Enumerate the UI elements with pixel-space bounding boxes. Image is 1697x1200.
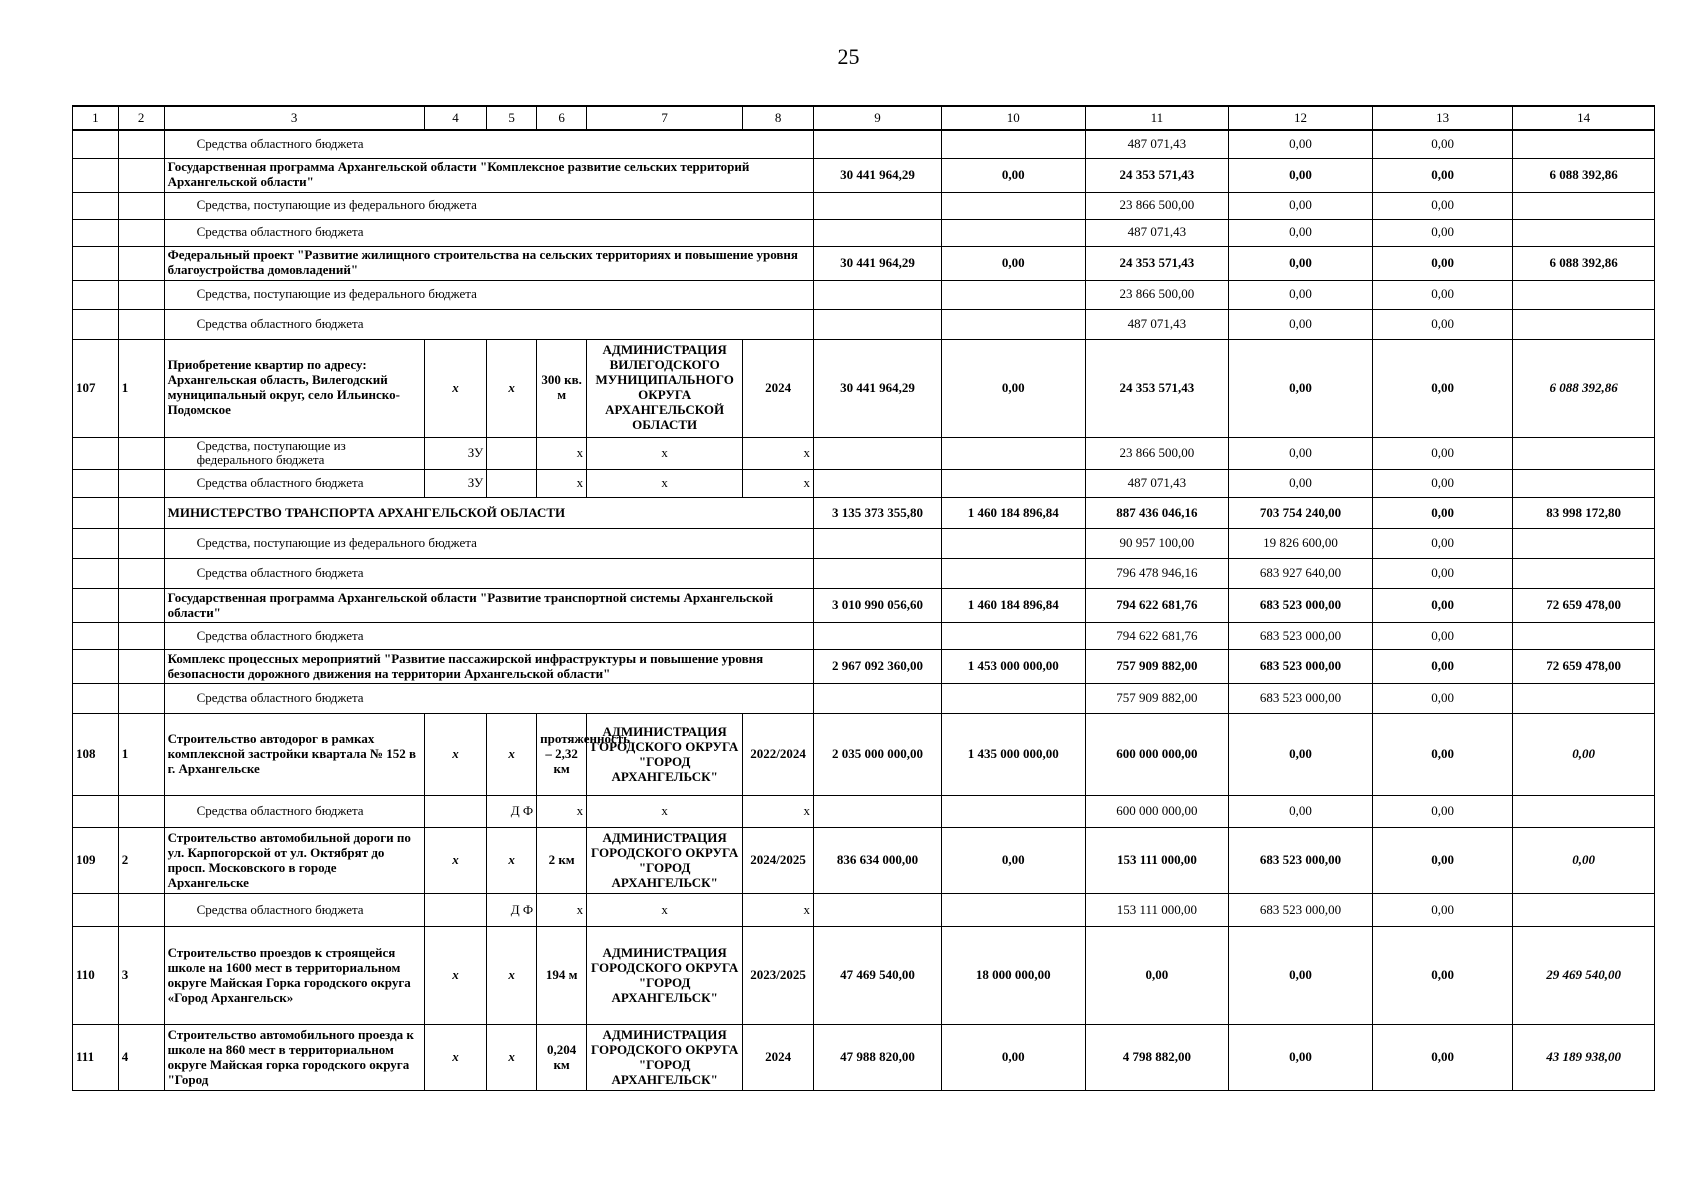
amount-c10 xyxy=(941,219,1085,246)
amount-c10: 0,00 xyxy=(941,158,1085,192)
amount-c12: 683 523 000,00 xyxy=(1229,623,1373,650)
sub-number-cell: 1 xyxy=(118,339,164,437)
amount-c9 xyxy=(813,684,941,714)
amount-c14 xyxy=(1513,280,1655,309)
amount-c9 xyxy=(813,309,941,339)
header-row xyxy=(73,106,1655,130)
amount-c13: 0,00 xyxy=(1372,650,1513,684)
row-label: Средства, поступающие из федерального бюджета xyxy=(164,529,813,559)
amount-c11: 90 957 100,00 xyxy=(1085,529,1229,559)
amount-c10 xyxy=(941,437,1085,470)
row-number-cell xyxy=(73,684,119,714)
amount-c14: 29 469 540,00 xyxy=(1513,927,1655,1025)
col5-cell xyxy=(487,437,537,470)
amount-c11: 0,00 xyxy=(1085,927,1229,1025)
amount-c13: 0,00 xyxy=(1372,498,1513,529)
row-label: Средства областного бюджета xyxy=(164,559,813,589)
amount-c9: 836 634 000,00 xyxy=(813,828,941,894)
sub-number-cell xyxy=(118,623,164,650)
amount-c12: 683 523 000,00 xyxy=(1229,589,1373,623)
amount-c11: 794 622 681,76 xyxy=(1085,589,1229,623)
amount-c10 xyxy=(941,130,1085,158)
sub-number-cell: 2 xyxy=(118,828,164,894)
amount-c10: 0,00 xyxy=(941,246,1085,280)
table-row-sub xyxy=(73,309,1655,339)
amount-c11: 24 353 571,43 xyxy=(1085,246,1229,280)
amount-c13: 0,00 xyxy=(1372,130,1513,158)
amount-c12: 0,00 xyxy=(1229,796,1373,828)
amount-c10 xyxy=(941,559,1085,589)
amount-c9: 47 469 540,00 xyxy=(813,927,941,1025)
amount-c14 xyxy=(1513,559,1655,589)
row-label: Средства областного бюджета xyxy=(164,796,424,828)
amount-c13: 0,00 xyxy=(1372,623,1513,650)
sub-number-cell xyxy=(118,589,164,623)
amount-c11: 23 866 500,00 xyxy=(1085,192,1229,219)
amount-c12: 0,00 xyxy=(1229,246,1373,280)
amount-c10: 1 460 184 896,84 xyxy=(941,589,1085,623)
amount-c10 xyxy=(941,280,1085,309)
capacity-cell: x xyxy=(537,470,587,498)
capacity-cell: x xyxy=(537,437,587,470)
table-row-sub xyxy=(73,219,1655,246)
amount-c14 xyxy=(1513,796,1655,828)
amount-c12: 0,00 xyxy=(1229,309,1373,339)
amount-c14: 0,00 xyxy=(1513,714,1655,796)
sub-number-cell xyxy=(118,559,164,589)
amount-c14: 72 659 478,00 xyxy=(1513,650,1655,684)
amount-c14 xyxy=(1513,684,1655,714)
column-header: 5 xyxy=(487,106,537,130)
row-number-cell xyxy=(73,559,119,589)
amount-c13: 0,00 xyxy=(1372,559,1513,589)
period-cell: 2024 xyxy=(743,339,814,437)
row-number-cell xyxy=(73,589,119,623)
row-label: Средства областного бюджета xyxy=(164,470,424,498)
customer-cell: x xyxy=(587,894,743,927)
col5-cell: Д Ф xyxy=(487,796,537,828)
row-label: Федеральный проект "Развитие жилищного строительства на сельских территориях и повышение уровня благоустройства домовладений" xyxy=(164,246,813,280)
amount-c10: 0,00 xyxy=(941,1025,1085,1091)
col4-cell: ЗУ xyxy=(424,470,486,498)
amount-c13: 0,00 xyxy=(1372,1025,1513,1091)
object-name: Строительство автодорог в рамках комплексной застройки квартала № 152 в г. Архангельске xyxy=(164,714,424,796)
column-header: 10 xyxy=(941,106,1085,130)
amount-c13: 0,00 xyxy=(1372,684,1513,714)
object-name: Приобретение квартир по адресу: Архангельская область, Вилегодский муниципальный округ, село Ильинско-Подомское xyxy=(164,339,424,437)
customer-cell: АДМИНИСТРАЦИЯ ВИЛЕГОДСКОГО МУНИЦИПАЛЬНОГО ОКРУГА АРХАНГЕЛЬСКОЙ ОБЛАСТИ xyxy=(587,339,743,437)
amount-c13: 0,00 xyxy=(1372,796,1513,828)
amount-c11: 23 866 500,00 xyxy=(1085,437,1229,470)
amount-c12: 0,00 xyxy=(1229,219,1373,246)
amount-c9: 30 441 964,29 xyxy=(813,246,941,280)
amount-c14 xyxy=(1513,309,1655,339)
amount-c10: 18 000 000,00 xyxy=(941,927,1085,1025)
amount-c11: 487 071,43 xyxy=(1085,130,1229,158)
amount-c14 xyxy=(1513,219,1655,246)
amount-c11: 24 353 571,43 xyxy=(1085,158,1229,192)
table-row-sub xyxy=(73,623,1655,650)
amount-c12: 0,00 xyxy=(1229,437,1373,470)
row-number-cell: 110 xyxy=(73,927,119,1025)
capacity-cell: 2 км xyxy=(537,828,587,894)
table-row-osub xyxy=(73,470,1655,498)
amount-c13: 0,00 xyxy=(1372,339,1513,437)
capacity-cell: протяженность – 2,32 км xyxy=(537,714,587,796)
table-row-obj xyxy=(73,714,1655,796)
customer-cell: АДМИНИСТРАЦИЯ ГОРОДСКОГО ОКРУГА "ГОРОД АРХАНГЕЛЬСК" xyxy=(587,828,743,894)
amount-c10: 0,00 xyxy=(941,339,1085,437)
amount-c13: 0,00 xyxy=(1372,309,1513,339)
amount-c14 xyxy=(1513,470,1655,498)
customer-cell: x xyxy=(587,796,743,828)
amount-c9 xyxy=(813,470,941,498)
amount-c14 xyxy=(1513,192,1655,219)
customer-cell: АДМИНИСТРАЦИЯ ГОРОДСКОГО ОКРУГА "ГОРОД АРХАНГЕЛЬСК" xyxy=(587,714,743,796)
amount-c12: 0,00 xyxy=(1229,1025,1373,1091)
amount-c12: 0,00 xyxy=(1229,927,1373,1025)
table-row-prog xyxy=(73,498,1655,529)
col4-cell: x xyxy=(424,1025,486,1091)
table-row-sub xyxy=(73,130,1655,158)
amount-c12: 0,00 xyxy=(1229,714,1373,796)
table-row-sub xyxy=(73,280,1655,309)
amount-c12: 683 523 000,00 xyxy=(1229,828,1373,894)
capacity-cell: x xyxy=(537,796,587,828)
row-label: Средства, поступающие из федерального бюджета xyxy=(164,280,813,309)
table-row-sub xyxy=(73,192,1655,219)
col4-cell: x xyxy=(424,927,486,1025)
amount-c11: 4 798 882,00 xyxy=(1085,1025,1229,1091)
amount-c14: 83 998 172,80 xyxy=(1513,498,1655,529)
amount-c9: 2 967 092 360,00 xyxy=(813,650,941,684)
amount-c11: 487 071,43 xyxy=(1085,470,1229,498)
amount-c10 xyxy=(941,796,1085,828)
amount-c11: 757 909 882,00 xyxy=(1085,684,1229,714)
column-header: 2 xyxy=(118,106,164,130)
amount-c9 xyxy=(813,130,941,158)
sub-number-cell xyxy=(118,437,164,470)
row-label: Комплекс процессных мероприятий "Развитие пассажирской инфраструктуры и повышение уровня безопасности дорожного движения на территории Архангельской области" xyxy=(164,650,813,684)
amount-c12: 0,00 xyxy=(1229,470,1373,498)
amount-c14 xyxy=(1513,130,1655,158)
table-row-obj xyxy=(73,339,1655,437)
table-row-prog xyxy=(73,246,1655,280)
col4-cell: x xyxy=(424,714,486,796)
amount-c10 xyxy=(941,894,1085,927)
column-header: 6 xyxy=(537,106,587,130)
amount-c9 xyxy=(813,529,941,559)
row-number-cell xyxy=(73,470,119,498)
amount-c10: 1 453 000 000,00 xyxy=(941,650,1085,684)
column-header: 8 xyxy=(743,106,814,130)
amount-c12: 0,00 xyxy=(1229,130,1373,158)
amount-c10: 0,00 xyxy=(941,828,1085,894)
amount-c11: 600 000 000,00 xyxy=(1085,714,1229,796)
row-number-cell: 109 xyxy=(73,828,119,894)
amount-c13: 0,00 xyxy=(1372,894,1513,927)
table-row-obj xyxy=(73,1025,1655,1091)
table-row-prog xyxy=(73,589,1655,623)
sub-number-cell xyxy=(118,796,164,828)
amount-c13: 0,00 xyxy=(1372,280,1513,309)
amount-c14: 6 088 392,86 xyxy=(1513,339,1655,437)
table-row-sub xyxy=(73,559,1655,589)
sub-number-cell xyxy=(118,246,164,280)
amount-c13: 0,00 xyxy=(1372,219,1513,246)
capacity-cell: 0,204 км xyxy=(537,1025,587,1091)
column-header: 13 xyxy=(1372,106,1513,130)
col4-cell: x xyxy=(424,828,486,894)
column-header: 7 xyxy=(587,106,743,130)
amount-c11: 487 071,43 xyxy=(1085,309,1229,339)
amount-c13: 0,00 xyxy=(1372,714,1513,796)
row-number-cell xyxy=(73,309,119,339)
object-name: Строительство проездов к строящейся школе на 1600 мест в территориальном округе Майская Горка городского округа «Город Архангельск» xyxy=(164,927,424,1025)
column-header: 12 xyxy=(1229,106,1373,130)
customer-cell: АДМИНИСТРАЦИЯ ГОРОДСКОГО ОКРУГА "ГОРОД АРХАНГЕЛЬСК" xyxy=(587,1025,743,1091)
amount-c9 xyxy=(813,280,941,309)
amount-c14 xyxy=(1513,437,1655,470)
amount-c10 xyxy=(941,623,1085,650)
table-row-sub xyxy=(73,529,1655,559)
row-label: Государственная программа Архангельской области "Развитие транспортной системы Архангельской области" xyxy=(164,589,813,623)
row-label: МИНИСТЕРСТВО ТРАНСПОРТА АРХАНГЕЛЬСКОЙ ОБЛАСТИ xyxy=(164,498,813,529)
column-header: 4 xyxy=(424,106,486,130)
period-cell: x xyxy=(743,796,814,828)
amount-c14: 0,00 xyxy=(1513,828,1655,894)
amount-c12: 0,00 xyxy=(1229,339,1373,437)
row-label: Средства областного бюджета xyxy=(164,130,813,158)
amount-c11: 153 111 000,00 xyxy=(1085,828,1229,894)
col5-cell: x xyxy=(487,927,537,1025)
amount-c10 xyxy=(941,529,1085,559)
amount-c14 xyxy=(1513,623,1655,650)
amount-c9 xyxy=(813,219,941,246)
amount-c9: 2 035 000 000,00 xyxy=(813,714,941,796)
row-label: Средства областного бюджета xyxy=(164,219,813,246)
sub-number-cell xyxy=(118,529,164,559)
row-number-cell xyxy=(73,280,119,309)
row-number-cell xyxy=(73,529,119,559)
table-row-prog xyxy=(73,158,1655,192)
row-number-cell xyxy=(73,437,119,470)
col5-cell xyxy=(487,470,537,498)
row-label: Средства, поступающие из федерального бюджета xyxy=(164,192,813,219)
row-number-cell xyxy=(73,894,119,927)
amount-c11: 794 622 681,76 xyxy=(1085,623,1229,650)
amount-c9 xyxy=(813,437,941,470)
sub-number-cell xyxy=(118,650,164,684)
row-number-cell xyxy=(73,650,119,684)
amount-c9 xyxy=(813,796,941,828)
col5-cell: x xyxy=(487,828,537,894)
column-header: 1 xyxy=(73,106,119,130)
customer-cell: АДМИНИСТРАЦИЯ ГОРОДСКОГО ОКРУГА "ГОРОД АРХАНГЕЛЬСК" xyxy=(587,927,743,1025)
amount-c14 xyxy=(1513,894,1655,927)
amount-c11: 757 909 882,00 xyxy=(1085,650,1229,684)
column-header: 9 xyxy=(813,106,941,130)
row-label: Средства областного бюджета xyxy=(164,894,424,927)
amount-c13: 0,00 xyxy=(1372,828,1513,894)
capacity-cell: x xyxy=(537,894,587,927)
col4-cell: ЗУ xyxy=(424,437,486,470)
budget-table xyxy=(72,105,1655,1091)
col4-cell xyxy=(424,796,486,828)
amount-c9 xyxy=(813,192,941,219)
row-number-cell xyxy=(73,130,119,158)
amount-c12: 0,00 xyxy=(1229,158,1373,192)
col5-cell: Д Ф xyxy=(487,894,537,927)
table-row-osub xyxy=(73,437,1655,470)
col5-cell: x xyxy=(487,714,537,796)
amount-c10 xyxy=(941,309,1085,339)
row-number-cell: 107 xyxy=(73,339,119,437)
amount-c13: 0,00 xyxy=(1372,589,1513,623)
row-number-cell xyxy=(73,246,119,280)
sub-number-cell: 3 xyxy=(118,927,164,1025)
table-row-osub xyxy=(73,796,1655,828)
period-cell: x xyxy=(743,437,814,470)
amount-c12: 683 927 640,00 xyxy=(1229,559,1373,589)
sub-number-cell xyxy=(118,684,164,714)
amount-c10: 1 435 000 000,00 xyxy=(941,714,1085,796)
amount-c11: 24 353 571,43 xyxy=(1085,339,1229,437)
row-number-cell xyxy=(73,192,119,219)
table-row-osub xyxy=(73,894,1655,927)
sub-number-cell xyxy=(118,192,164,219)
row-number-cell: 111 xyxy=(73,1025,119,1091)
amount-c13: 0,00 xyxy=(1372,246,1513,280)
amount-c9: 30 441 964,29 xyxy=(813,339,941,437)
col5-cell: x xyxy=(487,1025,537,1091)
period-cell: 2024/2025 xyxy=(743,828,814,894)
col4-cell xyxy=(424,894,486,927)
amount-c14 xyxy=(1513,529,1655,559)
amount-c13: 0,00 xyxy=(1372,529,1513,559)
row-label: Средства областного бюджета xyxy=(164,623,813,650)
amount-c12: 683 523 000,00 xyxy=(1229,894,1373,927)
sub-number-cell: 1 xyxy=(118,714,164,796)
amount-c13: 0,00 xyxy=(1372,437,1513,470)
col4-cell: x xyxy=(424,339,486,437)
amount-c9: 3 010 990 056,60 xyxy=(813,589,941,623)
amount-c12: 683 523 000,00 xyxy=(1229,684,1373,714)
sub-number-cell xyxy=(118,470,164,498)
amount-c10 xyxy=(941,192,1085,219)
amount-c14: 72 659 478,00 xyxy=(1513,589,1655,623)
sub-number-cell: 4 xyxy=(118,1025,164,1091)
period-cell: 2024 xyxy=(743,1025,814,1091)
amount-c9: 3 135 373 355,80 xyxy=(813,498,941,529)
amount-c12: 683 523 000,00 xyxy=(1229,650,1373,684)
row-label: Средства, поступающие из федерального бюджета xyxy=(164,437,424,470)
period-cell: 2022/2024 xyxy=(743,714,814,796)
row-number-cell xyxy=(73,498,119,529)
amount-c11: 487 071,43 xyxy=(1085,219,1229,246)
column-header: 3 xyxy=(164,106,424,130)
capacity-cell: 300 кв. м xyxy=(537,339,587,437)
amount-c11: 887 436 046,16 xyxy=(1085,498,1229,529)
capacity-cell: 194 м xyxy=(537,927,587,1025)
sub-number-cell xyxy=(118,894,164,927)
page-number: 25 xyxy=(837,44,860,69)
amount-c13: 0,00 xyxy=(1372,927,1513,1025)
table-row-sub xyxy=(73,684,1655,714)
customer-cell: x xyxy=(587,470,743,498)
object-name: Строительство автомобильного проезда к школе на 860 мест в территориальном округе Майская горка городского округа "Город xyxy=(164,1025,424,1091)
row-number-cell xyxy=(73,158,119,192)
amount-c9 xyxy=(813,894,941,927)
period-cell: x xyxy=(743,470,814,498)
row-number-cell xyxy=(73,796,119,828)
table-row-obj xyxy=(73,828,1655,894)
amount-c13: 0,00 xyxy=(1372,192,1513,219)
col5-cell: x xyxy=(487,339,537,437)
column-header: 14 xyxy=(1513,106,1655,130)
row-label: Средства областного бюджета xyxy=(164,684,813,714)
amount-c13: 0,00 xyxy=(1372,158,1513,192)
sub-number-cell xyxy=(118,280,164,309)
sub-number-cell xyxy=(118,130,164,158)
sub-number-cell xyxy=(118,309,164,339)
row-label: Государственная программа Архангельской области "Комплексное развитие сельских территорий Архангельской области" xyxy=(164,158,813,192)
table-row-obj xyxy=(73,927,1655,1025)
amount-c14: 6 088 392,86 xyxy=(1513,246,1655,280)
amount-c9 xyxy=(813,623,941,650)
amount-c11: 600 000 000,00 xyxy=(1085,796,1229,828)
row-number-cell xyxy=(73,623,119,650)
amount-c10 xyxy=(941,470,1085,498)
amount-c9 xyxy=(813,559,941,589)
column-header: 11 xyxy=(1085,106,1229,130)
period-cell: x xyxy=(743,894,814,927)
amount-c12: 0,00 xyxy=(1229,280,1373,309)
amount-c13: 0,00 xyxy=(1372,470,1513,498)
sub-number-cell xyxy=(118,219,164,246)
row-label: Средства областного бюджета xyxy=(164,309,813,339)
amount-c10: 1 460 184 896,84 xyxy=(941,498,1085,529)
amount-c9: 30 441 964,29 xyxy=(813,158,941,192)
amount-c10 xyxy=(941,684,1085,714)
period-cell: 2023/2025 xyxy=(743,927,814,1025)
amount-c11: 23 866 500,00 xyxy=(1085,280,1229,309)
amount-c12: 0,00 xyxy=(1229,192,1373,219)
sub-number-cell xyxy=(118,498,164,529)
row-number-cell: 108 xyxy=(73,714,119,796)
amount-c11: 796 478 946,16 xyxy=(1085,559,1229,589)
object-name: Строительство автомобильной дороги по ул. Карпогорской от ул. Октябрят до просп. Московского в городе Архангельске xyxy=(164,828,424,894)
amount-c12: 703 754 240,00 xyxy=(1229,498,1373,529)
table-row-prog xyxy=(73,650,1655,684)
amount-c12: 19 826 600,00 xyxy=(1229,529,1373,559)
sub-number-cell xyxy=(118,158,164,192)
amount-c11: 153 111 000,00 xyxy=(1085,894,1229,927)
amount-c14: 43 189 938,00 xyxy=(1513,1025,1655,1091)
customer-cell: x xyxy=(587,437,743,470)
amount-c14: 6 088 392,86 xyxy=(1513,158,1655,192)
row-number-cell xyxy=(73,219,119,246)
amount-c9: 47 988 820,00 xyxy=(813,1025,941,1091)
